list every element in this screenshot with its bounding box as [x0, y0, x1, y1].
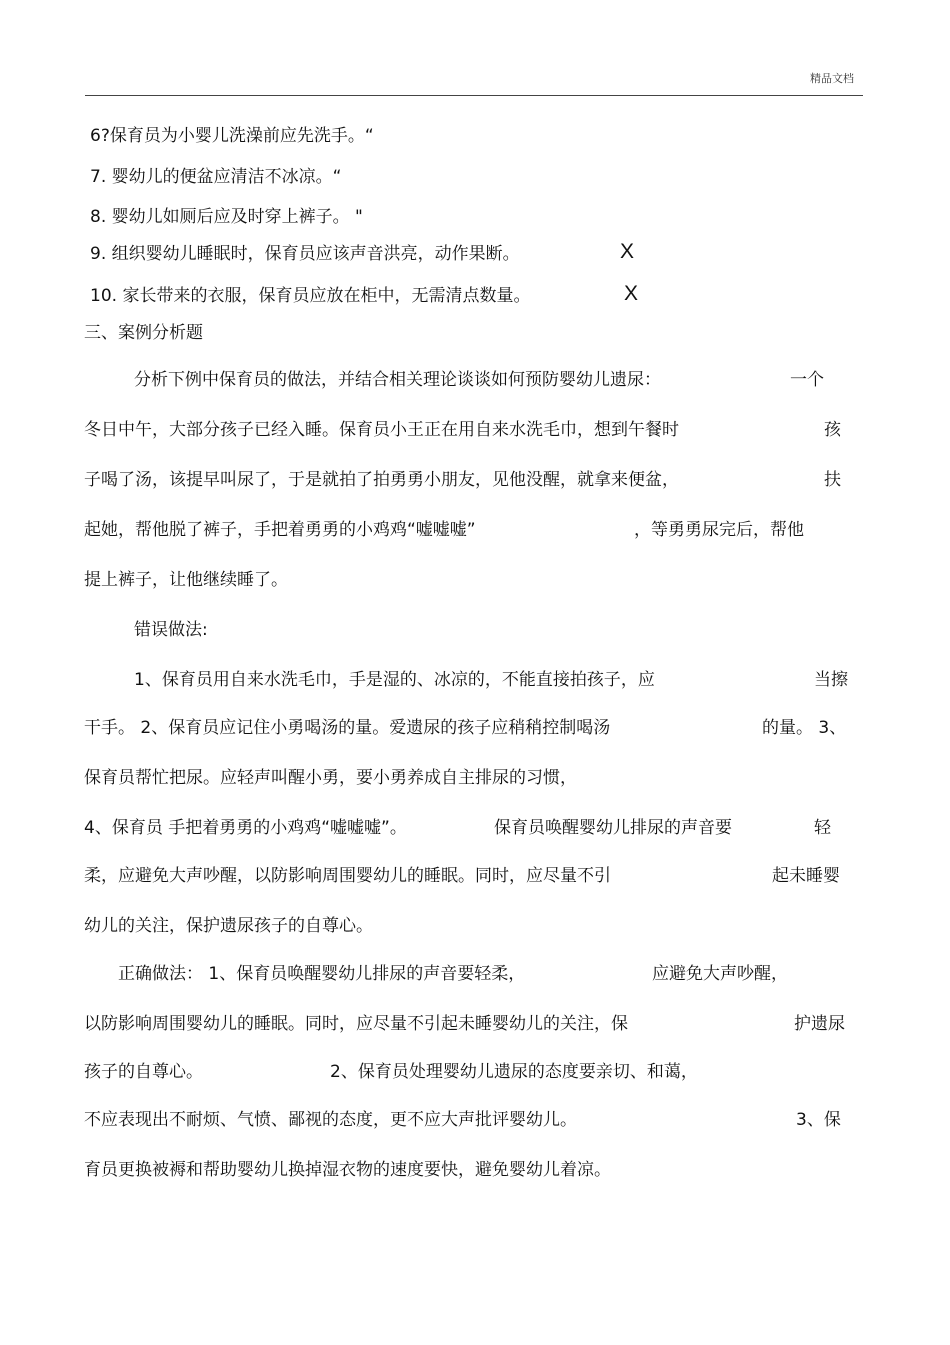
- judgment-item-6: 6?保育员为小婴儿洗澡前应先洗手。“: [90, 126, 374, 146]
- case-line-4: 起她，帮他脱了裤子，手把着勇勇的小鸡鸡“嘘嘘嘘”: [84, 520, 476, 540]
- header-label: 精品文档: [810, 72, 854, 85]
- cross-mark-item-9: X: [620, 240, 635, 263]
- wrong-line-4-end: 轻: [814, 818, 831, 838]
- case-line-4-end: ，等勇勇尿完后，帮他: [634, 520, 804, 540]
- wrong-practice-title: 错误做法:: [134, 620, 208, 640]
- judgment-item-9: 9. 组织婴幼儿睡眠时，保育员应该声音洪亮，动作果断。: [90, 244, 520, 264]
- case-line-3-end: 扶: [824, 470, 841, 490]
- wrong-line-4: 4、保育员 手把着勇勇的小鸡鸡“嘘嘘嘘”。: [84, 818, 407, 838]
- wrong-line-3: 保育员帮忙把尿。应轻声叫醒小勇，要小勇养成自主排尿的习惯，: [84, 768, 577, 788]
- case-line-3: 子喝了汤，该提早叫尿了，于是就拍了拍勇勇小朋友，见他没醒，就拿来便盆，: [84, 470, 679, 490]
- wrong-line-1: 1、保育员用自来水洗毛巾，手是湿的、冰凉的，不能直接拍孩子，应: [134, 670, 655, 690]
- case-line-2-end: 孩: [824, 420, 841, 440]
- case-line-2: 冬日中午，大部分孩子已经入睡。保育员小王正在用自来水洗毛巾，想到午餐时: [84, 420, 679, 440]
- correct-line-5: 育员更换被褥和帮助婴幼儿换掉湿衣物的速度要快，避免婴幼儿着凉。: [84, 1160, 611, 1180]
- wrong-line-6: 幼儿的关注，保护遗尿孩子的自尊心。: [84, 916, 373, 936]
- case-line-5: 提上裤子，让他继续睡了。: [84, 570, 288, 590]
- wrong-line-4-mid: 保育员唤醒婴幼儿排尿的声音要: [494, 818, 732, 838]
- correct-line-4: 不应表现出不耐烦、气愤、鄙视的态度，更不应大声批评婴幼儿。: [84, 1110, 577, 1130]
- correct-line-1-end: 应避免大声吵醒，: [652, 964, 788, 984]
- wrong-line-2: 干手。 2、保育员应记住小勇喝汤的量。爱遗尿的孩子应稍稍控制喝汤: [84, 718, 611, 738]
- wrong-line-5: 柔，应避免大声吵醒，以防影响周围婴幼儿的睡眠。同时，应尽量不引: [84, 866, 611, 886]
- judgment-item-7: 7. 婴幼儿的便盆应清洁不冰凉。“: [90, 167, 342, 187]
- judgment-item-10: 10. 家长带来的衣服，保育员应放在柜中，无需清点数量。: [90, 286, 531, 306]
- case-line-1: 分析下例中保育员的做法，并结合相关理论谈谈如何预防婴幼儿遗尿：: [134, 370, 661, 390]
- cross-mark-item-10: X: [624, 282, 639, 305]
- wrong-line-5-end: 起未睡婴: [772, 866, 840, 886]
- correct-line-2: 以防影响周围婴幼儿的睡眠。同时，应尽量不引起未睡婴幼儿的关注，保: [84, 1014, 628, 1034]
- section-title: 三、案例分析题: [84, 323, 203, 343]
- wrong-line-2-end: 的量。 3、: [762, 718, 847, 738]
- case-line-1-end: 一个: [790, 370, 824, 390]
- correct-line-3-end: 2、保育员处理婴幼儿遗尿的态度要亲切、和蔼，: [330, 1062, 698, 1082]
- wrong-line-1-end: 当擦: [814, 670, 848, 690]
- correct-line-1: 正确做法： 1、保育员唤醒婴幼儿排尿的声音要轻柔，: [118, 964, 526, 984]
- correct-line-2-end: 护遗尿: [794, 1014, 845, 1034]
- correct-line-3: 孩子的自尊心。: [84, 1062, 203, 1082]
- judgment-item-8: 8. 婴幼儿如厕后应及时穿上裤子。 ": [90, 207, 363, 227]
- correct-line-4-end: 3、保: [796, 1110, 841, 1130]
- header-divider: [85, 95, 863, 96]
